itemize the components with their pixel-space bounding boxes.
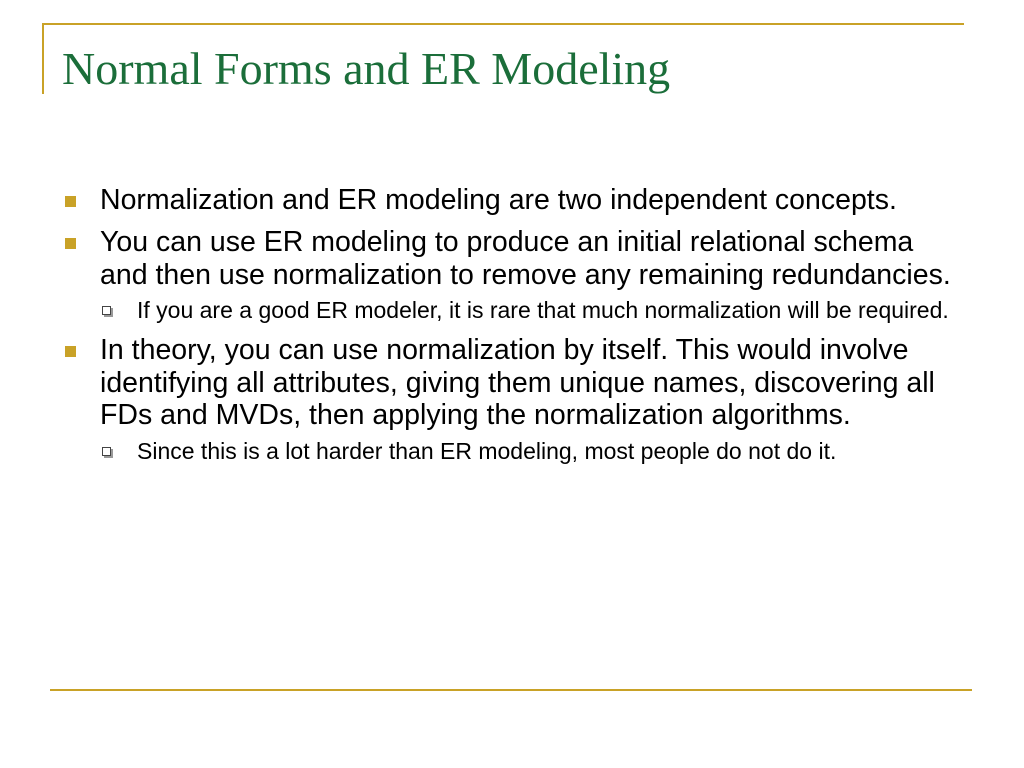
bullet-item-1 <box>62 184 962 216</box>
hollow-square-bullet-icon <box>102 447 111 456</box>
sub-bullet-item-3-1 <box>62 438 962 465</box>
bullet-text-3: In theory, you can use normalization by itself. This would involve identifying all attributes, giving them unique names, discovering all FDs and MVDs, then applying the normalization algorithms. <box>100 334 935 432</box>
left-rule <box>42 23 44 94</box>
bullet-text-2: You can use ER modeling to produce an initial relational schema and then use normalization to remove any remaining redundancies. <box>100 226 951 291</box>
sub-bullet-item-2-1 <box>62 297 962 324</box>
square-bullet-icon <box>65 238 76 249</box>
slide-title: Normal Forms and ER Modeling <box>62 43 671 94</box>
square-bullet-icon <box>65 346 76 357</box>
bottom-rule <box>50 689 972 691</box>
bullet-item-2 <box>62 226 962 291</box>
slide-body <box>62 184 962 474</box>
bullet-text-1: Normalization and ER modeling are two independent concepts. <box>100 184 897 216</box>
top-rule <box>42 23 964 25</box>
sub-bullet-text-2-1: If you are a good ER modeler, it is rare that much normalization will be required. <box>137 297 949 324</box>
sub-bullet-text-3-1: Since this is a lot harder than ER modeling, most people do not do it. <box>137 437 837 464</box>
hollow-square-bullet-icon <box>102 306 111 315</box>
bullet-item-3 <box>62 334 962 431</box>
square-bullet-icon <box>65 196 76 207</box>
